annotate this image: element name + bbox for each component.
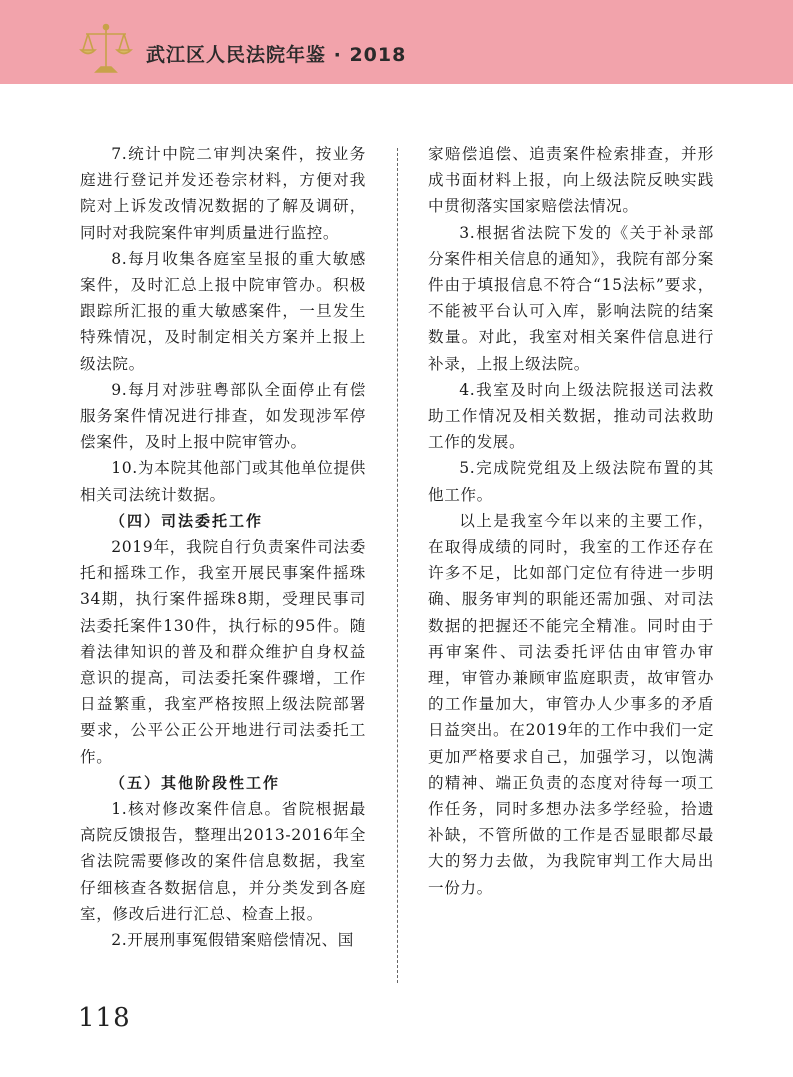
header-title: 武江区人民法院年鉴 · 2018 bbox=[146, 44, 407, 66]
paragraph: 3.根据省法院下发的《关于补录部分案件相关信息的通知》，我院有部分案件由于填报信息不符合“15法标”要求，不能被平台认可入库，影响法院的结案数量。对此，我室对相关案件信息进行补录，上报上级法院。 bbox=[428, 223, 714, 373]
paragraph: 8.每月收集各庭室呈报的重大敏感案件，及时汇总上报中院审管办。积极跟踪所汇报的重大敏感案件，一旦发生特殊情况，及时制定相关方案并上报上级法院。 bbox=[80, 249, 366, 373]
scales-of-justice-icon bbox=[78, 22, 134, 76]
paragraph: 4.我室及时向上级法院报送司法救助工作情况及相关数据，推动司法救助工作的发展。 bbox=[428, 380, 714, 452]
paragraph: 1.核对修改案件信息。省院根据最高院反馈报告，整理出2013-2016年全省法院需要修改的案件信息数据，我室仔细核查各数据信息，并分类发到各庭室，修改后进行汇总、检查上报。 bbox=[80, 800, 366, 923]
column-divider bbox=[397, 148, 398, 983]
paragraph: 10.为本院其他部门或其他单位提供相关司法统计数据。 bbox=[80, 459, 366, 504]
right-column bbox=[428, 141, 714, 901]
page-number: 118 bbox=[78, 1003, 131, 1033]
paragraph: 7.统计中院二审判决案件，按业务庭进行登记并发还卷宗材料，方便对我院对上诉发改情况数据的了解及调研，同时对我院案件审判质量进行监控。 bbox=[80, 145, 366, 242]
section-heading: （五）其他阶段性工作 bbox=[110, 773, 281, 792]
paragraph: 9.每月对涉驻粤部队全面停止有偿服务案件情况进行排查，如发现涉军停偿案件，及时上报中院审管办。 bbox=[80, 380, 366, 452]
left-column bbox=[80, 141, 366, 953]
paragraph: 2019年，我院自行负责案件司法委托和摇珠工作，我室开展民事案件摇珠34期，执行案件摇珠8期，受理民事司法委托案件130件，执行标的95件。随着法律知识的普及和群众维护自身权益意识的提高，司法委托案件骤增，工作日益繁重，我室严格按照上级法院部署要求，公平公正公开地进行司法委托工作。 bbox=[80, 538, 366, 766]
paragraph: 以上是我室今年以来的主要工作，在取得成绩的同时，我室的工作还存在许多不足，比如部门定位有待进一步明确、服务审判的职能还需加强、对司法数据的把握还不能完全精准。同时由于再审案件、司法委托评估由审管办审理，审管办兼顾审监庭职责，故审管办的工作量加大，审管办人少事多的矛盾日益突出。在2019年的工作中我们一定更加严格要求自己，加强学习，以饱满的精神、端正负责的态度对待每一项工作任务，同时多想办法多学经验，拾遗补缺，不管所做的工作是否显眼都尽最大的努力去做，为我院审判工作大局出一份力。 bbox=[428, 511, 714, 897]
paragraph: 2.开展刑事冤假错案赔偿情况、国 bbox=[111, 931, 354, 950]
paragraph: 5.完成院党组及上级法院布置的其他工作。 bbox=[428, 459, 714, 504]
paragraph-continued: 家赔偿追偿、追责案件检索排查，并形成书面材料上报，向上级法院反映实践中贯彻落实国家赔偿法情况。 bbox=[428, 145, 714, 216]
section-heading: （四）司法委托工作 bbox=[110, 511, 264, 530]
page-header bbox=[0, 0, 793, 84]
